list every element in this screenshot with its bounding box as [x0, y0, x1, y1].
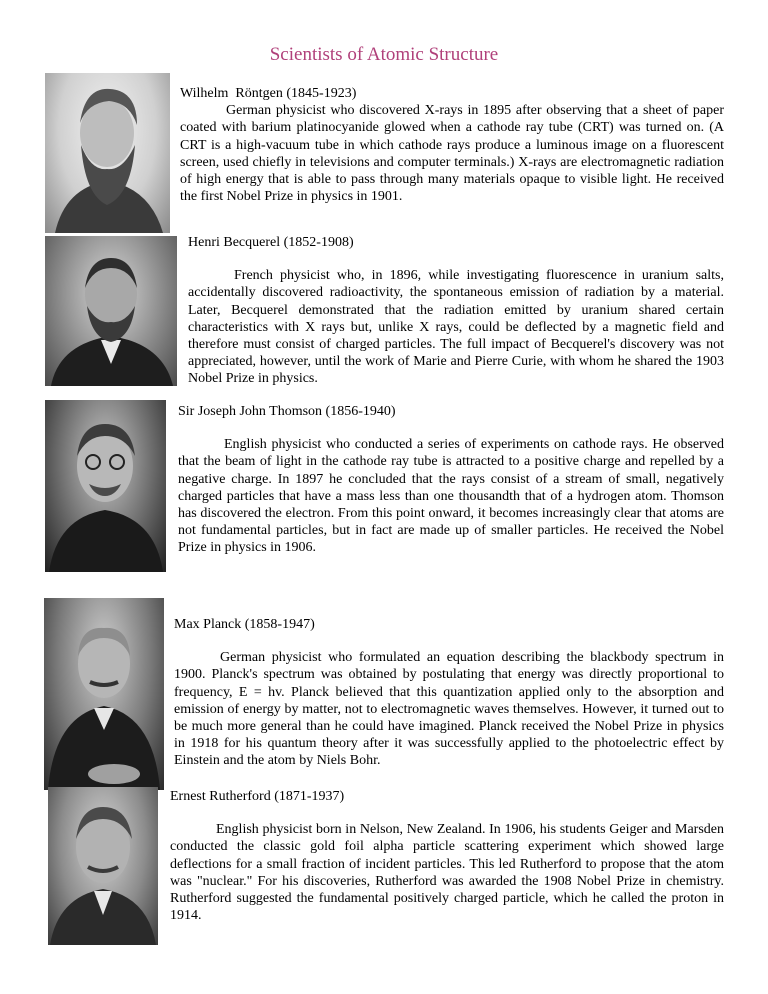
scientist-bio: English physicist who conducted a series of experiments on cathode rays. He observed that the beam of light in the cathode ray tube is attracted to a positive charge and repelled by a negative charge. In 1897 he concluded that the rays consist of a stream of small, negatively charged particles that have a mass less than one thousandth that of a hydrogen atom. Thomson has discovered the electron. From this point onward, it becomes increasingly clear that atoms are not fundamental particles, but in fact are made up of smaller particles. He received the Nobel Prize in physics in 1906.: [178, 437, 724, 556]
scientist-bio: French physicist who, in 1896, while investigating fluorescence in uranium salts, accidentally discovered radioactivity, the spontaneous emission of radiation by a material. Later, Becquerel demonstrated that the radiation emitted by uranium shared certain characteristics with X rays but, unlike X rays, could be deflected by a magnetic field and therefore must consist of charged particles. The full impact of Becquerel's discovery was not appreciated, however, until the work of Marie and Pierre Curie, with whom he shared the 1903 Nobel Prize in physics.: [188, 268, 724, 387]
planck-entry: [174, 616, 724, 770]
scientist-name: Max Planck (1858-1947): [174, 617, 315, 632]
rontgen-entry: [180, 85, 724, 205]
thomson-entry: [178, 403, 724, 557]
scientist-name: Sir Joseph John Thomson (1856-1940): [178, 404, 396, 419]
scientist-bio: German physicist who discovered X-rays in 1895 after observing that a sheet of paper coated with barium platinocyanide glowed when a cathode ray tube (CRT) was turned on. (A CRT is a high-vacuum tube in which cathode rays produce a luminous image on a fluorescent screen, used chiefly in televisions and computer terminals.) X-rays are electromagnetic radiation of high energy that is able to pass through many materials opaque to visible light. He received the first Nobel Prize in physics in 1901.: [180, 103, 724, 205]
rontgen-portrait: [45, 73, 170, 233]
becquerel-portrait: [45, 236, 177, 386]
scientist-bio: German physicist who formulated an equation describing the blackbody spectrum in 1900. Planck's spectrum was obtained by postulating that energy was directly proportional to frequency, E = hv. Planck believed that this quantization applied only to the absorption and emission of energy by matter, not to electromagnetic waves themselves. However, it turned out to be much more general than he could have imagined. Planck received the Nobel Prize in physics in 1918 for his quantum theory after it was successfully applied to the photoelectric effect by Einstein and the atom by Niels Bohr.: [174, 650, 724, 769]
becquerel-entry: [188, 234, 724, 388]
scientist-name: Henri Becquerel (1852-1908): [188, 235, 354, 250]
rutherford-entry: [170, 788, 724, 924]
rutherford-portrait: [48, 787, 158, 945]
scientist-bio: English physicist born in Nelson, New Zealand. In 1906, his students Geiger and Marsden conducted the classic gold foil alpha particle scattering experiment which showed large deflections for a small fraction of incident particles. This led Rutherford to propose that the atom was "nuclear." For his discoveries, Rutherford was awarded the 1908 Nobel Prize in chemistry. Rutherford suggested the fundamental positively charged particle, which he called the proton in 1914.: [170, 822, 724, 924]
planck-portrait: [44, 598, 164, 790]
scientist-name: Ernest Rutherford (1871-1937): [170, 789, 345, 804]
scientist-name: Wilhelm Röntgen (1845-1923): [180, 86, 357, 101]
page-title: Scientists of Atomic Structure: [269, 44, 499, 65]
thomson-portrait: [45, 400, 166, 572]
